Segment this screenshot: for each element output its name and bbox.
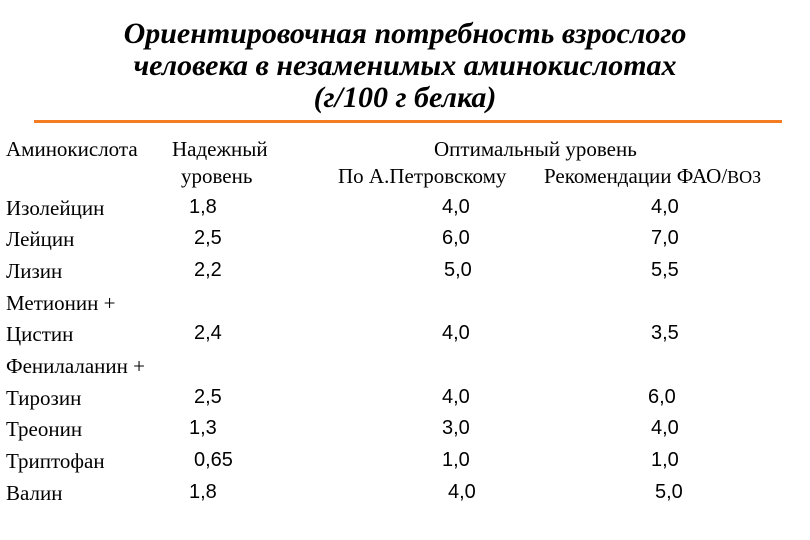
header-fao-text: Рекомендации ФАО/	[544, 164, 728, 188]
row-fao: 1,0	[651, 449, 679, 471]
row-petrovsky: 5,0	[444, 259, 472, 281]
row-reliable: 2,5	[194, 386, 222, 408]
header-reliable: Надежный	[172, 137, 268, 161]
row-reliable: 2,2	[194, 259, 222, 281]
title-line: Ориентировочная потребность взрослого	[123, 17, 687, 50]
row-reliable: 1,8	[189, 196, 217, 218]
title-line: (г/100 г белка)	[313, 81, 497, 114]
row-fao: 4,0	[651, 417, 679, 439]
header-amino: Аминокислота	[6, 137, 138, 161]
row-fao: 4,0	[651, 196, 679, 218]
row-name: Валин	[6, 481, 63, 505]
row-petrovsky: 3,0	[442, 417, 470, 439]
row-fao: 7,0	[651, 227, 679, 249]
header-optimal: Оптимальный уровень	[434, 137, 637, 161]
row-petrovsky: 4,0	[442, 386, 470, 408]
row-name: Лейцин	[6, 227, 75, 251]
header-reliable-level: уровень	[181, 164, 253, 188]
row-fao: 5,0	[655, 481, 683, 503]
row-name: Лизин	[6, 259, 63, 283]
row-fao: 6,0	[648, 386, 676, 408]
row-reliable: 0,65	[194, 449, 233, 471]
slide-title	[20, 18, 790, 114]
title-underline	[34, 120, 782, 123]
title-line: человека в незаменимых аминокислотах	[133, 49, 677, 82]
row-reliable: 1,3	[189, 417, 217, 439]
row-name: Фенилаланин +	[6, 354, 145, 378]
row-name: Цистин	[6, 322, 74, 346]
row-name: Изолейцин	[6, 196, 105, 220]
row-reliable: 2,5	[194, 227, 222, 249]
row-petrovsky: 4,0	[442, 196, 470, 218]
header-fao-who: ВОЗ	[727, 167, 762, 187]
row-fao: 5,5	[651, 259, 679, 281]
row-name: Триптофан	[6, 449, 105, 473]
row-name: Метионин +	[6, 291, 116, 315]
row-petrovsky: 1,0	[442, 449, 470, 471]
header-petrovsky: По А.Петровскому	[338, 164, 507, 188]
row-reliable: 2,4	[194, 322, 222, 344]
row-name: Тирозин	[6, 386, 82, 410]
row-fao: 3,5	[651, 322, 679, 344]
row-petrovsky: 4,0	[442, 322, 470, 344]
row-name: Треонин	[6, 417, 83, 441]
row-reliable: 1,8	[189, 481, 217, 503]
row-petrovsky: 6,0	[442, 227, 470, 249]
header-fao	[544, 164, 761, 189]
row-petrovsky: 4,0	[448, 481, 476, 503]
